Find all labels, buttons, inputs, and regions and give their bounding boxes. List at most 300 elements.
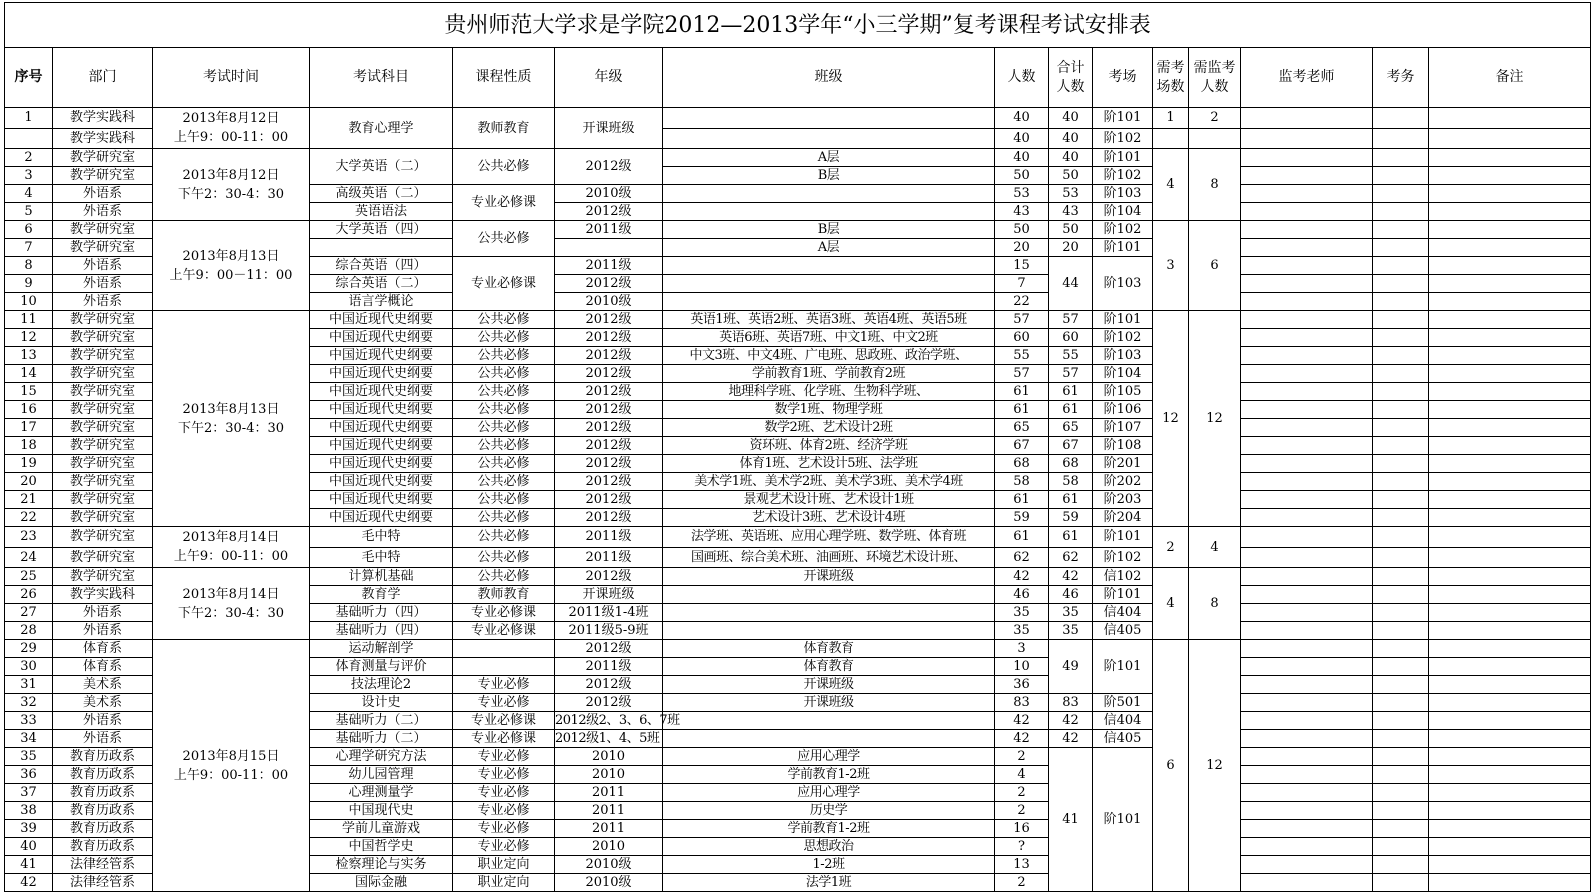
affairs-cell — [1373, 108, 1429, 129]
subject-cell: 基础听力（四） — [310, 604, 453, 622]
classes-cell — [663, 257, 995, 275]
total-cell: 50 — [1049, 167, 1093, 185]
affairs-cell — [1373, 203, 1429, 221]
subject-cell: 中国近现代史纲要 — [310, 383, 453, 401]
index-cell: 19 — [5, 454, 53, 472]
count-cell: 7 — [995, 275, 1049, 293]
count-cell: 65 — [995, 419, 1049, 437]
classes-cell: 开课班级 — [663, 676, 995, 694]
notes-cell — [1429, 365, 1591, 383]
table-row — [5, 149, 1591, 167]
index-cell: 10 — [5, 293, 53, 311]
affairs-cell — [1373, 526, 1429, 547]
dept-cell: 教学研究室 — [53, 329, 153, 347]
grade-cell: 2012级 — [555, 454, 663, 472]
notes-cell — [1429, 419, 1591, 437]
proctors-cell — [1241, 801, 1373, 819]
col-header-subject: 考试科目 — [310, 48, 453, 108]
index-cell: 41 — [5, 855, 53, 873]
grade-cell: 2012级 — [555, 419, 663, 437]
nature-cell: 公共必修 — [453, 347, 555, 365]
rooms-needed-cell: 2 — [1153, 526, 1189, 567]
total-cell: 50 — [1049, 221, 1093, 239]
index-cell: 30 — [5, 658, 53, 676]
classes-cell: 开课班级 — [663, 568, 995, 586]
subject-cell: 中国近现代史纲要 — [310, 508, 453, 526]
classes-cell: 法学1班 — [663, 873, 995, 891]
affairs-cell — [1373, 766, 1429, 784]
affairs-cell — [1373, 712, 1429, 730]
proctors-cell — [1241, 586, 1373, 604]
subject-cell: 毛中特 — [310, 547, 453, 568]
count-cell: 2 — [995, 873, 1049, 891]
dept-cell: 外语系 — [53, 293, 153, 311]
subject-cell: 检察理论与实务 — [310, 855, 453, 873]
notes-cell — [1429, 766, 1591, 784]
subject-cell: 中国近现代史纲要 — [310, 329, 453, 347]
classes-cell: 资环班、体育2班、经济学班 — [663, 437, 995, 455]
notes-cell — [1429, 801, 1591, 819]
nature-cell: 公共必修 — [453, 419, 555, 437]
room-cell: 阶102 — [1093, 128, 1153, 149]
nature-cell: 公共必修 — [453, 472, 555, 490]
nature-cell: 专业必修 — [453, 801, 555, 819]
index-cell: 23 — [5, 526, 53, 547]
affairs-cell — [1373, 622, 1429, 640]
total-cell: 42 — [1049, 730, 1093, 748]
index-cell: 8 — [5, 257, 53, 275]
nature-cell: 公共必修 — [453, 490, 555, 508]
proctors-cell — [1241, 766, 1373, 784]
notes-cell — [1429, 694, 1591, 712]
index-cell: 42 — [5, 873, 53, 891]
grade-cell: 2010级 — [555, 855, 663, 873]
notes-cell — [1429, 472, 1591, 490]
grade-cell: 2011级 — [555, 221, 663, 239]
subject-cell: 体育测量与评价 — [310, 658, 453, 676]
grade-cell: 2012级2、3、6、7班 — [555, 713, 680, 729]
classes-cell: 体育教育 — [663, 640, 995, 658]
table-row — [5, 568, 1591, 586]
subject-cell: 基础听力（四） — [310, 622, 453, 640]
proctors-cell — [1241, 547, 1373, 568]
proctors-cell — [1241, 257, 1373, 275]
subject-cell: 学前儿童游戏 — [310, 819, 453, 837]
proctors-cell — [1241, 203, 1373, 221]
index-cell: 18 — [5, 437, 53, 455]
dept-cell: 外语系 — [53, 712, 153, 730]
notes-cell — [1429, 622, 1591, 640]
affairs-cell — [1373, 837, 1429, 855]
nature-cell: 专业必修 — [453, 694, 555, 712]
grade-cell: 2012级 — [555, 347, 663, 365]
total-cell: 67 — [1049, 437, 1093, 455]
classes-cell: 学前教育1班、学前教育2班 — [663, 365, 995, 383]
classes-cell — [663, 203, 995, 221]
sheet-title: 贵州师范大学求是学院2012—2013学年“小三学期”复考课程考试安排表 — [5, 3, 1591, 48]
count-cell: 62 — [995, 547, 1049, 568]
proctors-cell — [1241, 472, 1373, 490]
index-cell: 37 — [5, 783, 53, 801]
dept-cell: 教学研究室 — [53, 149, 153, 167]
classes-cell: 英语1班、英语2班、英语3班、英语4班、英语5班 — [663, 311, 995, 329]
nature-cell: 专业必修课 — [453, 604, 555, 622]
dept-cell: 外语系 — [53, 203, 153, 221]
grade-cell: 2010级 — [555, 185, 663, 203]
classes-cell: 数学1班、物理学班 — [663, 401, 995, 419]
index-cell: 24 — [5, 547, 53, 568]
notes-cell — [1429, 568, 1591, 586]
proctors-cell — [1241, 712, 1373, 730]
proctors-cell — [1241, 128, 1373, 149]
dept-cell: 教育历政系 — [53, 801, 153, 819]
room-cell: 阶204 — [1093, 508, 1153, 526]
dept-cell: 教学研究室 — [53, 383, 153, 401]
classes-cell: 景观艺术设计班、艺术设计1班 — [663, 490, 995, 508]
room-cell: 信405 — [1093, 622, 1153, 640]
room-cell: 阶202 — [1093, 472, 1153, 490]
dept-cell: 教学研究室 — [53, 437, 153, 455]
classes-cell: 英语6班、英语7班、中文1班、中文2班 — [663, 329, 995, 347]
dept-cell: 外语系 — [53, 604, 153, 622]
notes-cell — [1429, 275, 1591, 293]
rooms-needed-cell: 4 — [1153, 568, 1189, 640]
table-row — [5, 640, 1591, 658]
room-cell: 阶101 — [1093, 149, 1153, 167]
nature-cell: 职业定向 — [453, 855, 555, 873]
dept-cell: 美术系 — [53, 676, 153, 694]
affairs-cell — [1373, 275, 1429, 293]
classes-cell: 学前教育1-2班 — [663, 819, 995, 837]
total-cell: 41 — [1049, 748, 1093, 892]
nature-cell: 专业必修课 — [453, 622, 555, 640]
total-cell: 61 — [1049, 401, 1093, 419]
room-cell: 阶102 — [1093, 329, 1153, 347]
grade-cell: 2012级 — [555, 401, 663, 419]
index-cell: 13 — [5, 347, 53, 365]
proctors-cell — [1241, 454, 1373, 472]
col-header-affairs: 考务 — [1373, 48, 1429, 108]
classes-cell: 学前教育1-2班 — [663, 766, 995, 784]
nature-cell: 公共必修 — [453, 401, 555, 419]
grade-cell: 2010 — [555, 748, 663, 766]
room-cell: 阶105 — [1093, 383, 1153, 401]
affairs-cell — [1373, 586, 1429, 604]
col-header-classes: 班级 — [663, 48, 995, 108]
proctors-cell — [1241, 819, 1373, 837]
total-cell: 57 — [1049, 311, 1093, 329]
subject-cell: 大学英语（四） — [310, 221, 453, 239]
nature-cell: 职业定向 — [453, 873, 555, 891]
count-cell: 55 — [995, 347, 1049, 365]
classes-cell: 开课班级 — [663, 694, 995, 712]
affairs-cell — [1373, 311, 1429, 329]
proctors-cell — [1241, 748, 1373, 766]
index-cell: 7 — [5, 239, 53, 257]
proctors-needed-cell: 12 — [1189, 311, 1241, 527]
nature-cell: 教师教育 — [453, 108, 555, 149]
proctors-cell — [1241, 490, 1373, 508]
proctors-cell — [1241, 383, 1373, 401]
count-cell: 4 — [995, 766, 1049, 784]
grade-cell: 2012级 — [555, 490, 663, 508]
total-cell: 61 — [1049, 490, 1093, 508]
proctors-cell — [1241, 730, 1373, 748]
proctors-cell — [1241, 239, 1373, 257]
total-cell: 83 — [1049, 694, 1093, 712]
affairs-cell — [1373, 437, 1429, 455]
col-header-dept: 部门 — [53, 48, 153, 108]
count-cell: 42 — [995, 712, 1049, 730]
subject-cell — [310, 239, 453, 257]
notes-cell — [1429, 257, 1591, 275]
subject-cell: 教育心理学 — [310, 108, 453, 149]
nature-cell: 公共必修 — [453, 149, 555, 185]
notes-cell — [1429, 239, 1591, 257]
affairs-cell — [1373, 419, 1429, 437]
total-cell: 61 — [1049, 383, 1093, 401]
grade-cell: 2012级 — [555, 694, 663, 712]
grade-cell: 2011级1-4班 — [555, 604, 663, 622]
classes-cell: 体育1班、艺术设计5班、法学班 — [663, 454, 995, 472]
total-cell: 60 — [1049, 329, 1093, 347]
affairs-cell — [1373, 508, 1429, 526]
subject-cell: 中国近现代史纲要 — [310, 437, 453, 455]
proctors-cell — [1241, 347, 1373, 365]
affairs-cell — [1373, 819, 1429, 837]
room-cell: 阶107 — [1093, 419, 1153, 437]
dept-cell: 教学研究室 — [53, 401, 153, 419]
affairs-cell — [1373, 472, 1429, 490]
proctors-needed-cell: 12 — [1189, 640, 1241, 892]
count-cell: 43 — [995, 203, 1049, 221]
grade-cell: 2011级 — [555, 526, 663, 547]
grade-cell — [555, 239, 663, 257]
total-cell: 35 — [1049, 622, 1093, 640]
subject-cell: 基础听力（二） — [310, 712, 453, 730]
nature-cell: 专业必修 — [453, 783, 555, 801]
room-cell: 阶101 — [1093, 748, 1153, 892]
classes-cell: B层 — [663, 221, 995, 239]
count-cell: 83 — [995, 694, 1049, 712]
total-cell: 62 — [1049, 547, 1093, 568]
total-cell: 20 — [1049, 239, 1093, 257]
nature-cell: 公共必修 — [453, 568, 555, 586]
index-cell: 17 — [5, 419, 53, 437]
grade-cell: 2011级 — [555, 257, 663, 275]
notes-cell — [1429, 547, 1591, 568]
total-cell: 55 — [1049, 347, 1093, 365]
affairs-cell — [1373, 873, 1429, 891]
count-cell: 40 — [995, 108, 1049, 129]
proctors-needed-cell: 4 — [1189, 526, 1241, 567]
proctors-cell — [1241, 275, 1373, 293]
grade-cell: 2011级5-9班 — [555, 622, 663, 640]
dept-cell: 教学实践科 — [53, 128, 153, 149]
proctors-cell — [1241, 855, 1373, 873]
proctors-needed-cell — [1189, 128, 1241, 149]
total-cell: 44 — [1049, 257, 1093, 311]
dept-cell: 教学研究室 — [53, 547, 153, 568]
grade-cell: 2011 — [555, 801, 663, 819]
subject-cell: 幼儿园管理 — [310, 766, 453, 784]
total-cell: 42 — [1049, 712, 1093, 730]
subject-cell: 中国近现代史纲要 — [310, 454, 453, 472]
affairs-cell — [1373, 221, 1429, 239]
rooms-needed-cell — [1153, 128, 1189, 149]
classes-cell: 法学班、英语班、应用心理学班、数学班、体育班 — [663, 526, 995, 547]
dept-cell: 法律经管系 — [53, 855, 153, 873]
grade-cell: 2012级 — [555, 383, 663, 401]
nature-cell: 专业必修课 — [453, 185, 555, 221]
nature-cell — [453, 640, 555, 658]
classes-cell: A层 — [663, 149, 995, 167]
index-cell: 22 — [5, 508, 53, 526]
grade-cell: 2012级 — [555, 472, 663, 490]
index-cell: 34 — [5, 730, 53, 748]
index-cell: 16 — [5, 401, 53, 419]
dept-cell: 教学研究室 — [53, 526, 153, 547]
col-header-index: 序号 — [5, 48, 53, 108]
total-cell: 43 — [1049, 203, 1093, 221]
dept-cell: 教学研究室 — [53, 347, 153, 365]
col-header-count: 人数 — [995, 48, 1049, 108]
classes-cell — [663, 586, 995, 604]
affairs-cell — [1373, 783, 1429, 801]
total-cell: 68 — [1049, 454, 1093, 472]
index-cell: 6 — [5, 221, 53, 239]
proctors-cell — [1241, 419, 1373, 437]
subject-cell: 中国近现代史纲要 — [310, 347, 453, 365]
notes-cell — [1429, 526, 1591, 547]
index-cell: 15 — [5, 383, 53, 401]
subject-cell: 英语语法 — [310, 203, 453, 221]
room-cell: 阶101 — [1093, 640, 1153, 694]
notes-cell — [1429, 837, 1591, 855]
grade-cell: 2010 — [555, 766, 663, 784]
count-cell: 40 — [995, 149, 1049, 167]
count-cell: 61 — [995, 490, 1049, 508]
notes-cell — [1429, 401, 1591, 419]
count-cell: 2 — [995, 783, 1049, 801]
count-cell: 61 — [995, 401, 1049, 419]
subject-cell: 中国近现代史纲要 — [310, 311, 453, 329]
dept-cell: 教学研究室 — [53, 472, 153, 490]
nature-cell: 专业必修 — [453, 819, 555, 837]
total-cell: 46 — [1049, 586, 1093, 604]
time-cell: 2013年8月13日 上午9：00－11：00 — [153, 221, 310, 311]
nature-cell: 公共必修 — [453, 383, 555, 401]
grade-cell: 2011级 — [555, 658, 663, 676]
nature-cell: 公共必修 — [453, 221, 555, 257]
notes-cell — [1429, 783, 1591, 801]
count-cell: 40 — [995, 128, 1049, 149]
grade-cell: 2010 — [555, 837, 663, 855]
proctors-cell — [1241, 311, 1373, 329]
notes-cell — [1429, 437, 1591, 455]
affairs-cell — [1373, 801, 1429, 819]
col-header-proctors-needed: 需监考 人数 — [1189, 48, 1241, 108]
nature-cell: 专业必修课 — [453, 257, 555, 311]
count-cell: 46 — [995, 586, 1049, 604]
classes-cell — [663, 128, 995, 149]
index-cell: 2 — [5, 149, 53, 167]
dept-cell: 外语系 — [53, 275, 153, 293]
classes-cell — [663, 108, 995, 129]
classes-cell: 地理科学班、化学班、生物科学班、 — [663, 383, 995, 401]
count-cell: 57 — [995, 365, 1049, 383]
subject-cell: 中国近现代史纲要 — [310, 490, 453, 508]
index-cell: 38 — [5, 801, 53, 819]
total-cell: 57 — [1049, 365, 1093, 383]
total-cell: 59 — [1049, 508, 1093, 526]
proctors-cell — [1241, 604, 1373, 622]
classes-cell: 体育教育 — [663, 658, 995, 676]
notes-cell — [1429, 454, 1591, 472]
classes-cell — [663, 712, 995, 730]
table-row — [5, 526, 1591, 547]
grade-cell: 2012级 — [555, 275, 663, 293]
classes-cell: 美术学1班、美术学2班、美术学3班、美术学4班 — [663, 472, 995, 490]
room-cell: 信405 — [1093, 730, 1153, 748]
room-cell: 阶103 — [1093, 185, 1153, 203]
index-cell: 39 — [5, 819, 53, 837]
notes-cell — [1429, 873, 1591, 891]
classes-cell — [663, 185, 995, 203]
subject-cell: 设计史 — [310, 694, 453, 712]
subject-cell: 教育学 — [310, 586, 453, 604]
classes-cell: 国画班、综合美术班、油画班、环境艺术设计班、 — [663, 547, 995, 568]
nature-cell: 公共必修 — [453, 547, 555, 568]
proctors-cell — [1241, 401, 1373, 419]
nature-cell: 专业必修 — [453, 766, 555, 784]
subject-cell: 毛中特 — [310, 526, 453, 547]
count-cell: 57 — [995, 311, 1049, 329]
count-cell: 22 — [995, 293, 1049, 311]
classes-cell: B层 — [663, 167, 995, 185]
total-cell: 40 — [1049, 128, 1093, 149]
proctors-cell — [1241, 185, 1373, 203]
dept-cell: 外语系 — [53, 730, 153, 748]
room-cell: 阶103 — [1093, 257, 1153, 311]
nature-cell: 教师教育 — [453, 586, 555, 604]
index-cell: 12 — [5, 329, 53, 347]
proctors-needed-cell: 8 — [1189, 568, 1241, 640]
dept-cell: 教学研究室 — [53, 508, 153, 526]
subject-cell: 中国哲学史 — [310, 837, 453, 855]
proctors-cell — [1241, 873, 1373, 891]
count-cell: 2 — [995, 801, 1049, 819]
affairs-cell — [1373, 257, 1429, 275]
count-cell: 42 — [995, 730, 1049, 748]
notes-cell — [1429, 640, 1591, 658]
dept-cell: 教学实践科 — [53, 108, 153, 129]
count-cell: ? — [995, 837, 1049, 855]
proctors-cell — [1241, 329, 1373, 347]
room-cell: 阶101 — [1093, 526, 1153, 547]
col-header-grade: 年级 — [555, 48, 663, 108]
dept-cell: 法律经管系 — [53, 873, 153, 891]
index-cell: 20 — [5, 472, 53, 490]
affairs-cell — [1373, 640, 1429, 658]
dept-cell: 教学研究室 — [53, 221, 153, 239]
affairs-cell — [1373, 454, 1429, 472]
notes-cell — [1429, 383, 1591, 401]
notes-cell — [1429, 128, 1591, 149]
proctors-cell — [1241, 837, 1373, 855]
dept-cell: 外语系 — [53, 185, 153, 203]
proctors-cell — [1241, 293, 1373, 311]
